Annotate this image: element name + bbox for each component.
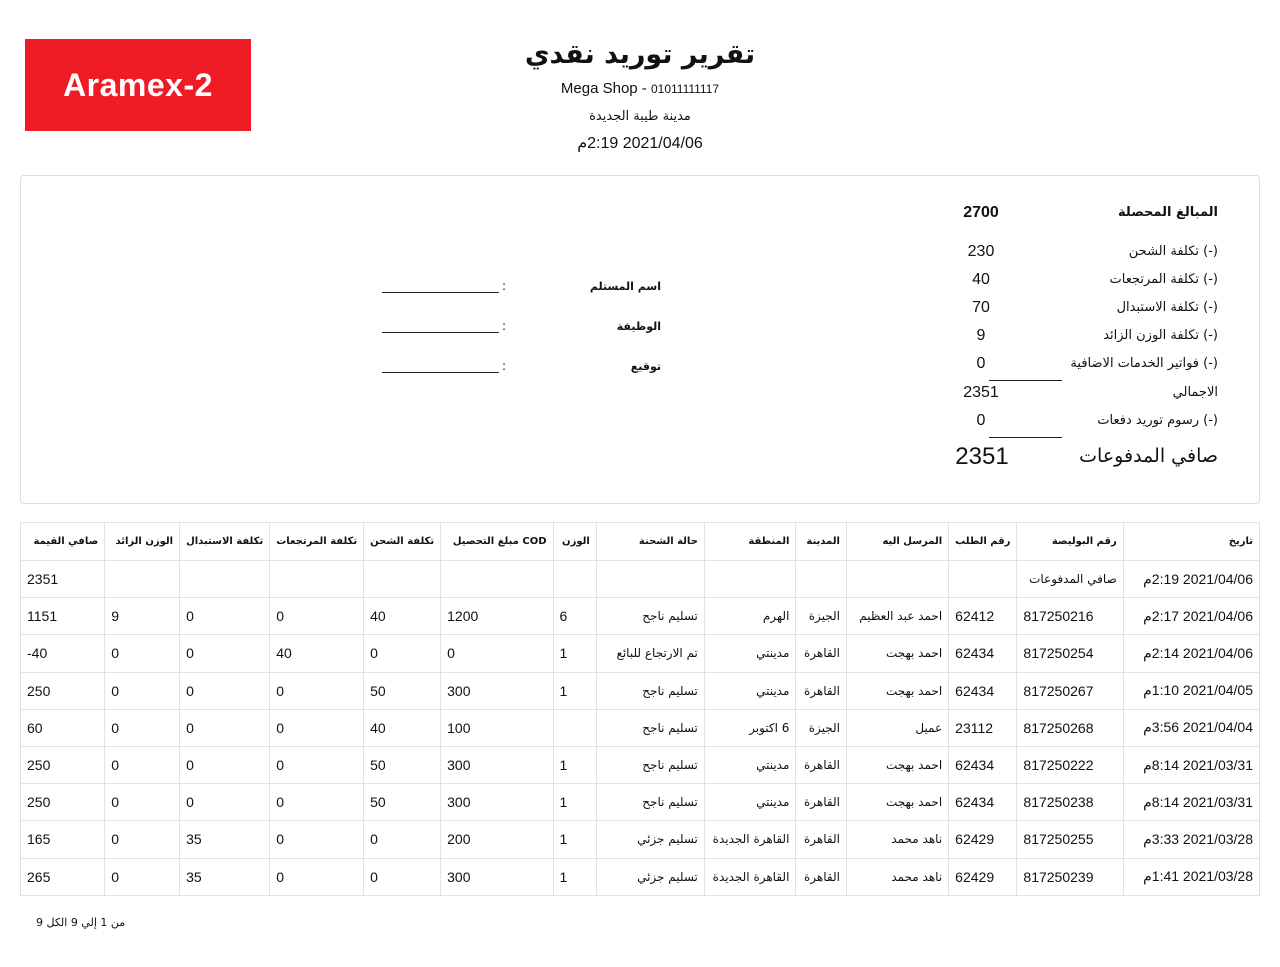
table-cell: تم الارتجاع للبائع — [596, 635, 704, 672]
table-cell: 35 — [180, 858, 270, 895]
table-cell: 817250255 — [1017, 821, 1123, 858]
summary-value: 40 — [972, 271, 990, 288]
table-cell: القاهرة الجديدة — [704, 821, 796, 858]
table-cell: 9 — [105, 598, 180, 635]
table-cell: 6 — [553, 598, 596, 635]
table-cell: 50 — [364, 784, 441, 821]
summary-label: (-) رسوم توريد دفعات — [1097, 413, 1218, 428]
table-cell: 0 — [105, 746, 180, 783]
summary-shipping — [918, 241, 1218, 267]
table-cell: الهرم — [704, 598, 796, 635]
table-cell: الجيزة — [796, 598, 847, 635]
table-cell: 0 — [270, 858, 364, 895]
table-row — [21, 598, 1260, 635]
table-cell: 0 — [105, 858, 180, 895]
table-cell: تسليم ناجح — [596, 746, 704, 783]
table-cell: 300 — [441, 672, 553, 709]
table-cell: 300 — [441, 784, 553, 821]
table-row — [21, 858, 1260, 895]
table-cell: 6 اكتوبر — [704, 709, 796, 746]
table-cell — [553, 709, 596, 746]
table-cell: 0 — [270, 598, 364, 635]
table-row — [21, 746, 1260, 783]
summary-overweight — [918, 325, 1218, 351]
table-cell: تسليم ناجح — [596, 784, 704, 821]
column-header: المرسل اليه — [846, 523, 948, 561]
table-cell: 300 — [441, 858, 553, 895]
table-cell — [796, 561, 847, 598]
summary-label: المبالغ المحصلة — [1118, 205, 1218, 220]
column-header: تكلفة المرتجعات — [270, 523, 364, 561]
table-cell: 300 — [441, 746, 553, 783]
summary-label: (-) تكلفة الوزن الزائد — [1103, 328, 1218, 343]
table-cell: 0 — [364, 821, 441, 858]
table-cell: 817250222 — [1017, 746, 1123, 783]
summary-label: (-) تكلفة الاستبدال — [1116, 300, 1218, 315]
shop-info — [0, 78, 1280, 100]
table-cell: 250 — [21, 672, 105, 709]
table-cell: 1151 — [21, 598, 105, 635]
table-cell: 0 — [180, 598, 270, 635]
table-cell: 0 — [441, 635, 553, 672]
table-cell: 62429 — [949, 821, 1017, 858]
table-cell — [364, 561, 441, 598]
table-cell: الجيزة — [796, 709, 847, 746]
signature-line — [382, 292, 499, 293]
table-cell: 2021/03/31 8:14م — [1123, 746, 1259, 783]
table-cell: 165 — [21, 821, 105, 858]
table-cell: 0 — [364, 635, 441, 672]
table-cell: 817250238 — [1017, 784, 1123, 821]
table-cell: القاهرة — [796, 821, 847, 858]
table-cell: مدينتي — [704, 784, 796, 821]
signature-sign-row — [371, 358, 671, 378]
table-cell: ناهد محمد — [846, 821, 948, 858]
table-cell: 0 — [364, 858, 441, 895]
summary-value: 9 — [976, 327, 986, 344]
table-cell: 1 — [553, 784, 596, 821]
summary-label: الاجمالي — [1172, 385, 1218, 400]
table-cell: عميل — [846, 709, 948, 746]
table-cell: 40 — [364, 598, 441, 635]
signature-job-row — [371, 318, 671, 338]
table-cell: 0 — [270, 784, 364, 821]
summary-divider — [989, 437, 1062, 438]
summary-value: 0 — [976, 412, 986, 429]
summary-batch-fees — [918, 410, 1218, 436]
table-cell: 1 — [553, 858, 596, 895]
table-cell: احمد عبد العظيم — [846, 598, 948, 635]
table-cell: 1 — [553, 635, 596, 672]
summary-value: 0 — [976, 355, 986, 372]
table-cell — [441, 561, 553, 598]
table-cell: 0 — [105, 821, 180, 858]
table-cell: 1 — [553, 672, 596, 709]
column-header: رقم البوليصة — [1017, 523, 1123, 561]
signature-line — [382, 332, 499, 333]
table-cell: 100 — [441, 709, 553, 746]
table-cell: 2021/03/28 3:33م — [1123, 821, 1259, 858]
column-header: رقم الطلب — [949, 523, 1017, 561]
column-header: الوزن الزائد — [105, 523, 180, 561]
table-cell: 0 — [180, 635, 270, 672]
table-cell: احمد بهجت — [846, 672, 948, 709]
table-cell — [105, 561, 180, 598]
aramex-logo: Aramex-2 — [25, 39, 251, 131]
shipments-table — [20, 522, 1260, 896]
table-row — [21, 709, 1260, 746]
signature-label: توقيع — [630, 360, 661, 373]
report-header — [0, 36, 1280, 155]
table-cell: 1200 — [441, 598, 553, 635]
table-cell: 62434 — [949, 672, 1017, 709]
table-cell: 0 — [105, 672, 180, 709]
table-cell: 2021/03/31 8:14م — [1123, 784, 1259, 821]
signature-line — [382, 372, 499, 373]
summary-divider — [989, 380, 1062, 381]
table-cell: القاهرة — [796, 672, 847, 709]
table-cell: 0 — [270, 672, 364, 709]
summary-returns — [918, 269, 1218, 295]
signature-label: الوظيفة — [616, 320, 661, 333]
table-cell: 50 — [364, 672, 441, 709]
table-body — [21, 561, 1260, 896]
table-cell: 0 — [270, 709, 364, 746]
table-cell: 62429 — [949, 858, 1017, 895]
pagination-info: من 1 إلي 9 الكل 9 — [36, 916, 126, 929]
summary-exchange — [918, 297, 1218, 323]
column-header: حالة الشحنة — [596, 523, 704, 561]
summary-label: (-) تكلفة الشحن — [1128, 244, 1218, 259]
signature-label: اسم المستلم — [589, 280, 661, 293]
summary-value: 2700 — [963, 204, 999, 221]
table-cell: 0 — [180, 672, 270, 709]
table-cell: صافي المدفوعات — [1017, 561, 1123, 598]
summary-value: 230 — [967, 243, 995, 260]
table-cell — [846, 561, 948, 598]
column-header: تكلفة الشحن — [364, 523, 441, 561]
table-cell: 0 — [270, 746, 364, 783]
table-cell: القاهرة — [796, 635, 847, 672]
table-cell: 0 — [180, 746, 270, 783]
table-cell: 62434 — [949, 784, 1017, 821]
table-cell: 2021/04/05 1:10م — [1123, 672, 1259, 709]
table-cell: 817250216 — [1017, 598, 1123, 635]
shop-city: مدينة طيبة الجديدة — [589, 109, 691, 124]
signature-colon: : — [501, 319, 506, 333]
table-cell: مدينتي — [704, 746, 796, 783]
table-cell: 62434 — [949, 635, 1017, 672]
table-cell: 0 — [270, 821, 364, 858]
shop-phone: 01011111117 — [650, 82, 720, 96]
column-header: صافي القيمة — [21, 523, 105, 561]
table-cell: 250 — [21, 746, 105, 783]
table-cell — [704, 561, 796, 598]
table-cell: 0 — [105, 709, 180, 746]
column-header: تكلفة الاستبدال — [180, 523, 270, 561]
summary-label: صافي المدفوعات — [1079, 445, 1218, 467]
table-cell — [270, 561, 364, 598]
summary-box — [20, 175, 1260, 504]
table-cell — [180, 561, 270, 598]
table-cell: 2021/04/04 3:56م — [1123, 709, 1259, 746]
table-cell: 50 — [364, 746, 441, 783]
table-cell: تسليم ناجح — [596, 672, 704, 709]
shop-name: Mega Shop - — [560, 80, 651, 97]
table-cell: 62434 — [949, 746, 1017, 783]
table-cell: 23112 — [949, 709, 1017, 746]
table-cell: 817250268 — [1017, 709, 1123, 746]
summary-extra-services — [918, 353, 1218, 379]
table-cell: القاهرة الجديدة — [704, 858, 796, 895]
signature-colon: : — [501, 279, 506, 293]
table-cell: 2021/04/06 2:14م — [1123, 635, 1259, 672]
summary-value: 2351 — [963, 384, 999, 401]
table-row — [21, 821, 1260, 858]
table-cell: 2021/03/28 1:41م — [1123, 858, 1259, 895]
report-datetime: 2021/04/06 2:19م — [577, 135, 703, 152]
table-cell: 0 — [105, 635, 180, 672]
table-cell: احمد بهجت — [846, 746, 948, 783]
table-cell: ناهد محمد — [846, 858, 948, 895]
column-header: COD مبلغ التحصيل — [441, 523, 553, 561]
table-cell: 817250267 — [1017, 672, 1123, 709]
table-cell: 817250239 — [1017, 858, 1123, 895]
summary-label: (-) فواتير الخدمات الاضافية — [1070, 356, 1218, 371]
table-cell: تسليم ناجح — [596, 709, 704, 746]
signature-recipient-row — [371, 278, 671, 298]
summary-value: 70 — [972, 299, 990, 316]
summary-collected — [918, 202, 1218, 228]
column-header: تاريخ — [1123, 523, 1259, 561]
table-cell: 0 — [180, 784, 270, 821]
table-cell: احمد بهجت — [846, 784, 948, 821]
table-cell — [553, 561, 596, 598]
table-cell: 265 — [21, 858, 105, 895]
report-title: تقرير توريد نقدي — [524, 39, 756, 70]
table-cell — [949, 561, 1017, 598]
table-cell: احمد بهجت — [846, 635, 948, 672]
table-cell: تسليم جزئي — [596, 858, 704, 895]
table-row — [21, 561, 1260, 598]
table-header-row — [21, 523, 1260, 561]
table-cell: مدينتي — [704, 635, 796, 672]
table-row — [21, 784, 1260, 821]
table-cell: 62412 — [949, 598, 1017, 635]
table-cell: القاهرة — [796, 746, 847, 783]
column-header: الوزن — [553, 523, 596, 561]
table-cell: 0 — [105, 784, 180, 821]
summary-label: (-) تكلفة المرتجعات — [1109, 272, 1218, 287]
table-cell — [596, 561, 704, 598]
table-cell: 60 — [21, 709, 105, 746]
table-cell: القاهرة — [796, 784, 847, 821]
table-cell: 1 — [553, 821, 596, 858]
table-row — [21, 635, 1260, 672]
table-cell: مدينتي — [704, 672, 796, 709]
table-cell: 250 — [21, 784, 105, 821]
table-cell: 35 — [180, 821, 270, 858]
table-cell: 200 — [441, 821, 553, 858]
summary-net — [918, 441, 1218, 473]
table-cell: 2021/04/06 2:19م — [1123, 561, 1259, 598]
signature-colon: : — [501, 359, 506, 373]
table-cell: 2351 — [21, 561, 105, 598]
table-cell: تسليم ناجح — [596, 598, 704, 635]
table-cell: القاهرة — [796, 858, 847, 895]
column-header: المدينة — [796, 523, 847, 561]
table-cell: 40 — [364, 709, 441, 746]
table-cell: 2021/04/06 2:17م — [1123, 598, 1259, 635]
summary-value: 2351 — [955, 443, 1009, 470]
table-cell: 40- — [21, 635, 105, 672]
table-cell: 0 — [180, 709, 270, 746]
column-header: المنطقة — [704, 523, 796, 561]
table-cell: تسليم جزئي — [596, 821, 704, 858]
summary-total — [918, 382, 1218, 408]
table-row — [21, 672, 1260, 709]
table-cell: 40 — [270, 635, 364, 672]
table-cell: 1 — [553, 746, 596, 783]
table-cell: 817250254 — [1017, 635, 1123, 672]
table-header — [21, 523, 1260, 561]
